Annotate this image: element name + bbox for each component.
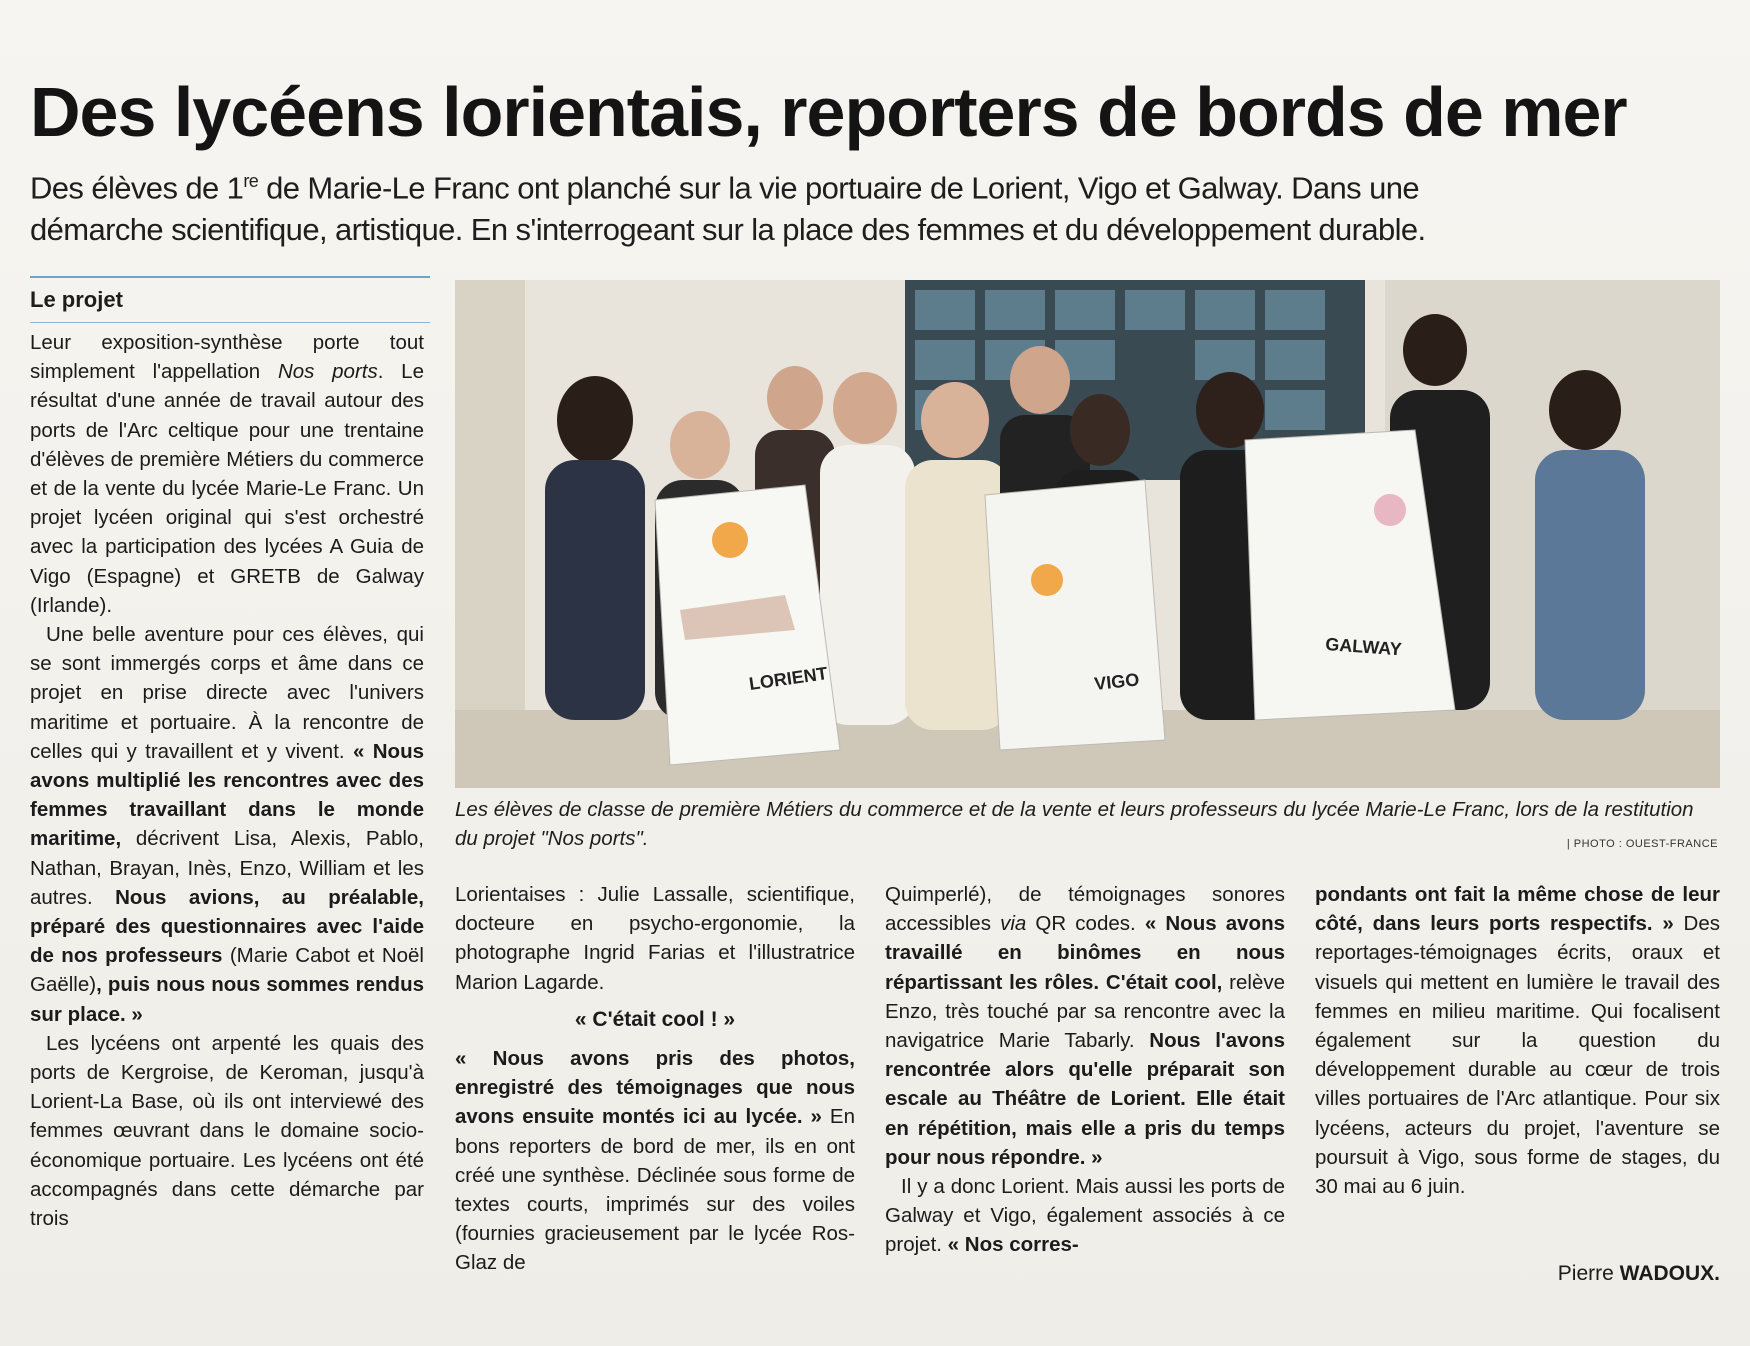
quote-run: Nous avions, au préalable, préparé des questionnaires avec l'aide de nos professeurs <box>30 885 424 968</box>
quote-run: « Nos corres- <box>947 1233 1079 1257</box>
article-column-2 <box>455 880 855 1278</box>
article-column-3 <box>885 880 1285 1260</box>
italic-run: Nos ports <box>277 360 378 384</box>
paragraph: Lorientaises : Julie Lassalle, scientifique, docteure en psycho-ergonomie, la photographe Ingrid Farias et l'illustratrice Marion Lagarde. <box>455 883 855 994</box>
quote-run: « Nous avons pris des photos, enregistré des témoignages que nous avons ensuite montés ici au lycée. » <box>455 1047 855 1129</box>
article-column-4 <box>1315 880 1720 1201</box>
photo-caption: Les élèves de classe de première Métiers du commerce et de la vente et leurs professeurs du lycée Marie-Le Franc, lors de la restitution du projet "Nos ports". <box>455 798 1694 850</box>
poster-label-lorient: LORIENT <box>747 663 829 694</box>
poster-label-galway: GALWAY <box>1324 634 1403 660</box>
photo-credit: | PHOTO : OUEST-FRANCE <box>1566 838 1718 850</box>
author-byline <box>1558 1262 1720 1286</box>
headline: Des lycéens lorientais, reporters de bords de mer <box>30 73 1627 151</box>
text-run: QR codes. <box>1026 912 1145 936</box>
italic-run: via <box>1000 912 1027 936</box>
text-run: décrivent Lisa, Alexis, Pablo, Nathan, Brayan, Inès, Enzo, William et les autres. <box>30 827 424 909</box>
paragraph: Les lycéens ont arpenté les quais des ports de Kergroise, de Keroman, jusqu'à Lorient-La Base, où ils ont interviewé des femmes œuvrant dans le domaine socio-économique portuaire. Les lycéens ont été accompagnés dans cette démarche par trois <box>30 1031 424 1231</box>
text-run: Des reportages-témoignages écrits, oraux et visuels qui mettent en lumière le travail des femmes en milieu maritime. Qui focalisent également sur la question du développement durable au cœur de trois villes portuaires de l'Arc atlantique. Pour six lycéens, acteurs du projet, l'aventure se poursuit à Vigo, sous forme de stages, du 30 mai au 6 juin. <box>1315 912 1720 1199</box>
paragraph <box>455 1044 855 1278</box>
subheading: « C'était cool ! » <box>574 1007 736 1031</box>
text-run: Quimperlé), de témoignages sonores accessibles <box>885 883 1285 936</box>
paragraph <box>1315 880 1720 1201</box>
section-title: Le projet <box>30 287 123 312</box>
paragraph <box>30 328 424 620</box>
paragraph <box>885 1172 1285 1260</box>
text-run: . Le résultat d'une année de travail autour des ports de l'Arc celtique pour une trentaine d'élèves de première Métiers du commerce et de la vente du lycée Marie-Le Franc. Un projet lycéen original qui s'est orchestré avec la participation des lycées A Guia de Vigo (Espagne) et GRETB de Galway (Irlande). <box>30 360 424 617</box>
text-run: Une belle aventure pour ces élèves, qui se sont immergés corps et âme dans ce projet en prise directe avec l'univers maritime et portuaire. À la rencontre de celles qui y travaillent et y vivent. <box>30 623 424 763</box>
standfirst-superscript: re <box>243 171 259 191</box>
text-run: relève Enzo, très touché par sa rencontre avec la navigatrice Marie Tabarly. <box>885 970 1285 1053</box>
author-first-name: Pierre <box>1557 1262 1620 1285</box>
standfirst <box>30 160 1530 251</box>
text-run: Il y a donc Lorient. Mais aussi les ports de Galway et Vigo, également associés à ce projet. <box>885 1175 1285 1257</box>
standfirst-text-end: de Marie-Le Franc ont planché sur la vie portuaire de Lorient, Vigo et Galway. Dans une démarche scientifique, artistique. En s'interrogeant sur la place des femmes et du développement durable. <box>30 170 1426 248</box>
section-rule-top <box>30 276 430 278</box>
poster-label-vigo: VIGO <box>1093 669 1141 694</box>
standfirst-text-start: Des élèves de 1 <box>30 170 244 206</box>
quote-run: pondants ont fait la même chose de leur côté, dans leurs ports respectifs. » <box>1315 883 1720 936</box>
article-column-1 <box>30 328 424 1233</box>
author-last-name: WADOUX. <box>1619 1262 1720 1285</box>
article-photo <box>455 280 1720 788</box>
sail-poster-vigo <box>985 480 1165 750</box>
paragraph <box>30 620 424 1029</box>
section-rule-bottom <box>30 322 430 323</box>
quote-run: « Nous avons multiplié les rencontres avec des femmes travaillant dans le monde maritime, <box>30 739 424 851</box>
quote-run: « Nous avons travaillé en binômes en nous répartissant les rôles. C'était cool, <box>885 912 1285 994</box>
text-run: Leur exposition-synthèse porte tout simplement l'appellation <box>30 331 424 384</box>
photo-illustration <box>455 280 1720 788</box>
quote-run: , puis nous nous sommes rendus sur place. » <box>30 973 424 1026</box>
paragraph <box>885 880 1285 1172</box>
quote-run: Nous l'avons rencontrée alors qu'elle préparait son escale au Théâtre de Lorient. Elle était en répétition, mais elle a pris du temps pour nous répondre. » <box>885 1029 1286 1169</box>
text-run: En bons reporters de bord de mer, ils en ont créé une synthèse. Déclinée sous forme de textes courts, imprimés sur des voiles (fournies gracieusement par le lycée Ros-Glaz de <box>455 1105 855 1275</box>
text-run: (Marie Cabot et Noël Gaëlle) <box>30 944 424 997</box>
